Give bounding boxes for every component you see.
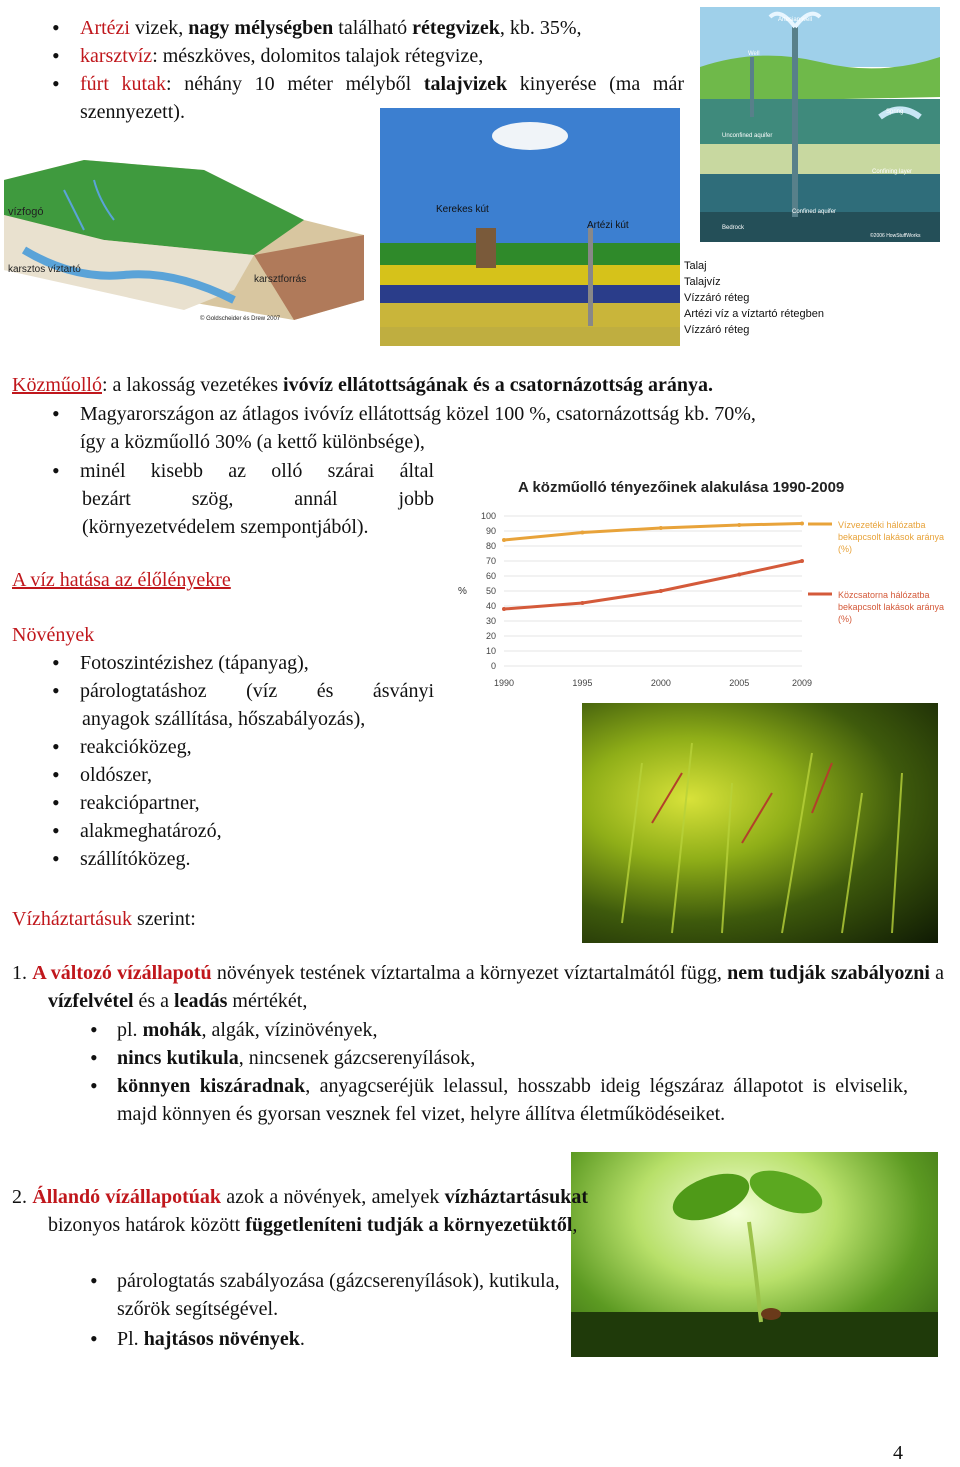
y-tick-label: 0 bbox=[490, 661, 496, 671]
list-item: • minél kisebb az olló szárai által bbox=[12, 457, 434, 485]
legend-item: Talaj bbox=[684, 260, 707, 272]
list-item: • Fotoszintézishez (tápanyag), bbox=[12, 649, 434, 677]
novenyek-list bbox=[12, 649, 434, 873]
list-item: • fúrt kutak: néhány 10 méter mélyből talajvizek kinyerése (ma már szennyezett). bbox=[12, 70, 684, 126]
svg-text:Spring: Spring bbox=[886, 109, 904, 115]
legend-item: Vízzáró réteg bbox=[684, 292, 750, 304]
list-item: • alakmeghatározó, bbox=[12, 817, 434, 845]
list-item: • szállítóközeg. bbox=[12, 845, 434, 873]
list-item-cont: anyagok szállítása, hőszabályozás), bbox=[82, 708, 366, 730]
svg-text:Bedrock: Bedrock bbox=[722, 225, 745, 231]
y-tick-label: 40 bbox=[485, 601, 496, 611]
y-tick-label: 50 bbox=[485, 586, 496, 596]
svg-text:©2006 HowStuffWorks: ©2006 HowStuffWorks bbox=[870, 233, 921, 239]
vizhaztartas-heading: Vízháztartásuk szerint: bbox=[12, 908, 196, 930]
svg-text:Confined aquifer: Confined aquifer bbox=[792, 209, 837, 215]
legend-item: Talajvíz bbox=[684, 276, 721, 288]
svg-text:© Goldscheider és Drew 2007: © Goldscheider és Drew 2007 bbox=[200, 316, 281, 322]
list-item: • reakcióközeg, bbox=[12, 733, 434, 761]
viz-hatasa-heading: A víz hatása az élőlényekre bbox=[12, 569, 231, 591]
y-tick-label: 70 bbox=[485, 556, 496, 566]
list-item-cont: bezárt szög, annál jobb bbox=[82, 488, 434, 510]
y-tick-label: 10 bbox=[485, 646, 496, 656]
svg-text:vízfogó: vízfogó bbox=[8, 206, 44, 218]
y-tick-label: 90 bbox=[485, 526, 496, 536]
list-item: • nincs kutikula, nincsenek gázcserenyílások, bbox=[12, 1044, 908, 1072]
data-point bbox=[659, 589, 663, 593]
paragraph-2-list bbox=[12, 1267, 572, 1353]
svg-text:Confining layer: Confining layer bbox=[872, 169, 913, 175]
x-tick-label: 1990 bbox=[493, 678, 515, 688]
legend-label: Vízvezetéki hálózatba bekapcsolt lakások aránya (%) bbox=[838, 520, 945, 554]
svg-text:Artézi kút: Artézi kút bbox=[587, 220, 629, 231]
list-item: • Artézi vizek, nagy mélységben található rétegvizek, kb. 35%, bbox=[12, 14, 684, 42]
y-tick-label: 80 bbox=[485, 541, 496, 551]
data-point bbox=[800, 522, 804, 526]
x-tick-label: 2009 bbox=[791, 678, 813, 688]
list-item: • karsztvíz: mészköves, dolomitos talajok rétegvize, bbox=[12, 42, 684, 70]
list-item: • könnyen kiszáradnak, anyagcseréjük lelassul, hosszabb ideig légszáraz állapotot is elviselik, majd könnyen és gyorsan vesznek fel vizet, helyre állítva életműködéseiket. bbox=[12, 1072, 908, 1128]
data-point bbox=[502, 538, 506, 542]
data-point bbox=[737, 523, 741, 527]
list-item: • Magyarországon az átlagos ivóvíz ellátottság közel 100 %, csatornázottság kb. 70%, így a közműolló 30% (a kettő különbsége), bbox=[12, 400, 912, 456]
legend-label: Közcsatorna hálózatba bekapcsolt lakások aránya (%) bbox=[838, 590, 945, 624]
data-point bbox=[800, 559, 804, 563]
list-item-cont: (környezetvédelem szempontjából). bbox=[82, 516, 369, 538]
seedling-photo bbox=[571, 1152, 938, 1357]
y-tick-label: 30 bbox=[485, 616, 496, 626]
novenyek-heading: Növények bbox=[12, 624, 95, 646]
data-point bbox=[580, 601, 584, 605]
data-point bbox=[502, 607, 506, 611]
paragraph-1: 1. A változó vízállapotú növények testének víztartalma a környezet víztartalmától függ, nem tudják szabályozni a vízfelvétel és a leadás mértékét, bbox=[12, 962, 944, 1012]
paragraph-1-list bbox=[12, 1016, 908, 1128]
legend-item: Artézi víz a víztartó rétegben bbox=[684, 308, 825, 320]
svg-text:Unconfined aquifer: Unconfined aquifer bbox=[722, 133, 773, 139]
svg-text:karsztos víztartó: karsztos víztartó bbox=[8, 264, 81, 275]
kozmuollo-list-2 bbox=[12, 457, 434, 541]
list-item: • Pl. hajtásos növények. bbox=[12, 1325, 572, 1353]
x-tick-label: 2005 bbox=[729, 678, 750, 688]
list-item: • pl. mohák, algák, vízinövények, bbox=[12, 1016, 908, 1044]
y-tick-label: 60 bbox=[485, 571, 496, 581]
kozmuollo-chart bbox=[452, 470, 958, 695]
svg-text:karsztforrás: karsztforrás bbox=[254, 274, 307, 285]
y-axis-label: % bbox=[458, 586, 467, 597]
list-item: • párologtatáshoz (víz és ásványi bbox=[12, 677, 434, 705]
paragraph-2: 2. Állandó vízállapotúak azok a növények, amelyek vízháztartásukat bizonyos határok között függetleníteni tudják a környezetüktől, bbox=[12, 1186, 588, 1236]
svg-text:Well: Well bbox=[748, 51, 760, 57]
series-line bbox=[504, 561, 802, 609]
wells-cross-section-illustration bbox=[380, 108, 680, 346]
wells-legend bbox=[684, 258, 824, 338]
y-tick-label: 100 bbox=[480, 511, 496, 521]
data-point bbox=[737, 573, 741, 577]
svg-text:Kerekes kút: Kerekes kút bbox=[436, 204, 489, 215]
list-item: • reakciópartner, bbox=[12, 789, 434, 817]
y-tick-label: 20 bbox=[485, 631, 496, 641]
svg-text:Artesian well: Artesian well bbox=[778, 17, 813, 23]
moss-photo bbox=[582, 703, 938, 943]
data-point bbox=[580, 531, 584, 535]
artesian-well-illustration bbox=[700, 7, 940, 242]
list-item: • párologtatás szabályozása (gázcserenyílások), kutikula, szőrök segítségével. bbox=[12, 1267, 572, 1323]
list-item: • oldószer, bbox=[12, 761, 434, 789]
kozmuollo-list bbox=[12, 400, 912, 456]
x-tick-label: 2000 bbox=[650, 678, 671, 688]
page-number: 4 bbox=[893, 1442, 903, 1464]
series-line bbox=[504, 524, 802, 541]
kozmuollo-title: Közműolló: a lakosság vezetékes ivóvíz ellátottságának és a csatornázottság aránya. bbox=[12, 374, 713, 396]
chart-title: A közműolló tényezőinek alakulása 1990-2009 bbox=[518, 479, 845, 496]
data-point bbox=[659, 526, 663, 530]
karst-illustration bbox=[4, 160, 364, 325]
legend-item: Vízzáró réteg bbox=[684, 324, 750, 336]
x-tick-label: 1995 bbox=[572, 678, 593, 688]
